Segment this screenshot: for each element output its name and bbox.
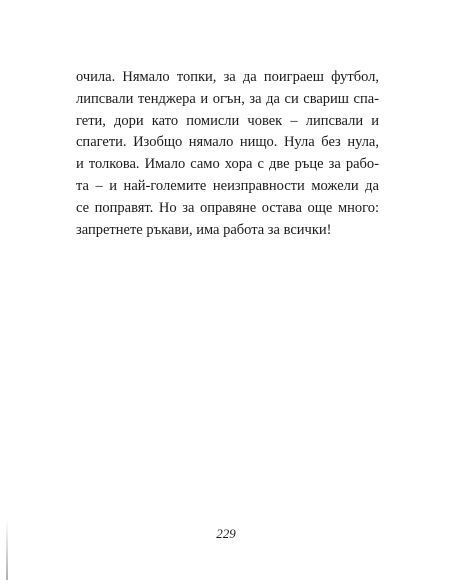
text-line: се поправят. Но за оправяне остава още много: (76, 199, 379, 216)
text-line: очила. Нямало топки, за да поиграеш футбол, (76, 69, 379, 85)
text-line: гети, дори като помисли човек – липсвали и (76, 112, 379, 129)
text-line: и толкова. Имало само хора с две ръце за рабо- (76, 156, 379, 173)
text-line: липсвали тенджера и огън, за да си свариш спа- (76, 90, 379, 107)
text-line: та – и най-големите неизправности можели да (76, 177, 379, 194)
body-text (76, 67, 379, 241)
page-number: 229 (216, 526, 236, 541)
text-line: спагети. Изобщо нямало нищо. Нула без нула, (76, 134, 379, 151)
text-line: запретнете ръкави, има работа за всички! (76, 221, 332, 238)
page-edge-shadow (6, 520, 8, 580)
